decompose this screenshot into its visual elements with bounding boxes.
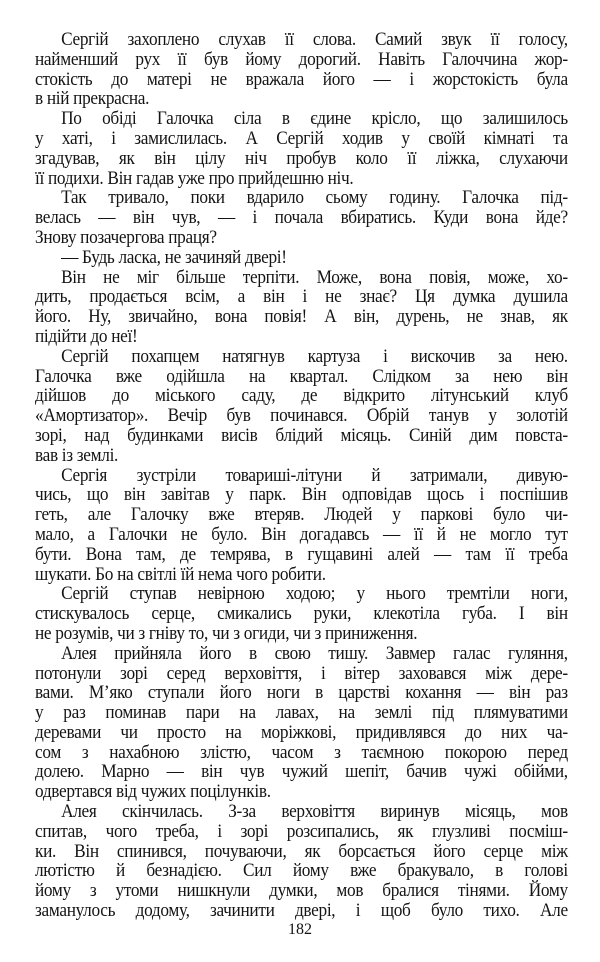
paragraph bbox=[35, 109, 568, 188]
text-line: велась — він чув, — і почала вбиратись. Куди вона йде? bbox=[35, 207, 568, 229]
text-line: вами. М’яко ступали його ноги в царстві кохання — він раз bbox=[35, 682, 568, 704]
text-line: заманулось додому, зачинити двері, і щоб було тихо. Але bbox=[35, 900, 568, 922]
text-line: Сергія зустріли товариші-літуни й затримали, дивую- bbox=[61, 464, 568, 486]
text-line: її подихи. Він гадав уже про прийдешню ніч. bbox=[35, 167, 354, 189]
paragraph bbox=[35, 802, 568, 921]
text-line: долею. Марно — він чув чужий шепіт, бачив чужі обійми, bbox=[35, 761, 568, 783]
text-line: Сергій ступав невірною ходою; у нього тремтіли ноги, bbox=[61, 583, 568, 605]
text-line: «Амортизатор». Вечір був починався. Обрій танув у золотій bbox=[35, 405, 568, 427]
text-line: Сергій похапцем натягнув картуза і вискочив за нею. bbox=[61, 345, 568, 367]
text-line: у хаті, і замислилась. А Сергій ходив у своїй кімнаті та bbox=[35, 127, 568, 149]
text-line: Він не міг більше терпіти. Може, вона повія, може, хо- bbox=[61, 266, 568, 288]
text-line: геть, але Галочку вже втеряв. Людей у паркові було чи- bbox=[35, 504, 568, 526]
text-line: його. Ну, звичайно, вона повія! А він, дурень, не знав, як bbox=[35, 306, 568, 328]
text-line: Галочка вже одійшла на квартал. Слідком за нею він bbox=[35, 365, 568, 387]
text-line: в ній прекрасна. bbox=[35, 88, 150, 110]
text-line: згадував, як він цілу ніч пробув коло її ліжка, слухаючи bbox=[35, 147, 568, 169]
paragraph bbox=[35, 268, 568, 347]
text-line: сом з нахабною злістю, часом з таємною покорою перед bbox=[35, 741, 568, 763]
text-line: потонули зорі серед верховіття, і вітер заховався між дере- bbox=[35, 662, 568, 684]
text-line: Знову позачергова праця? bbox=[35, 226, 217, 248]
paragraph bbox=[35, 584, 568, 643]
text-line: Алея скінчилась. З-за верховіття виринув місяць, мов bbox=[61, 801, 568, 823]
text-line: спитав, чого треба, і зорі розсипались, як глузливі посміш- bbox=[35, 820, 568, 842]
text-line: стокість до матері не вражала його — і жорстокість була bbox=[35, 68, 568, 90]
paragraph bbox=[35, 188, 568, 247]
paragraph bbox=[35, 248, 568, 268]
text-line: ки. Він спинився, почуваючи, як борсається його серце між bbox=[35, 840, 568, 862]
paragraph bbox=[35, 466, 568, 585]
text-line: дійшов до міського саду, де відкрито літунський клуб bbox=[35, 385, 568, 407]
text-line: стискувалось серце, смикались руки, клекотіла губа. І він bbox=[35, 603, 568, 625]
text-line: чись, що він завітав у парк. Він одповідав щось і поспішив bbox=[35, 484, 568, 506]
text-line: не розумів, чи з гніву то, чи з огиди, чи з приниження. bbox=[35, 622, 418, 644]
paragraph bbox=[35, 30, 568, 109]
text-line: у раз поминав пари на лавах, на землі під плямуватими bbox=[35, 702, 568, 724]
paragraph bbox=[35, 347, 568, 466]
text-line: лютістю й безнадією. Сил йому вже бракувало, в голові bbox=[35, 860, 568, 882]
text-line: вав із землі. bbox=[35, 444, 119, 466]
text-line: По обіді Галочка сіла в єдине крісло, що залишилось bbox=[61, 108, 568, 130]
text-line: дить, продається всім, а він і не знає? Ця думка душила bbox=[35, 286, 568, 308]
text-line: шукати. Бо на світлі їй нема чого робити. bbox=[35, 563, 326, 585]
text-line: бути. Вона там, де темрява, в гущавині алей — там її треба bbox=[35, 543, 568, 565]
text-line: мало, а Галочки не було. Він догадавсь — її й не могло тут bbox=[35, 523, 568, 545]
text-line: зорі, над будинками висів блідий місяць. Синій дим повста- bbox=[35, 424, 568, 446]
text-line: Алея прийняла його в свою тишу. Завмер галас гуляння, bbox=[61, 642, 568, 664]
text-line: Сергій захоплено слухав її слова. Самий звук її голосу, bbox=[61, 29, 568, 50]
page-number: 182 bbox=[288, 921, 312, 938]
text-line: підійти до неї! bbox=[35, 325, 138, 347]
text-line: Так тривало, поки вдарило сьому годину. Галочка під- bbox=[61, 187, 568, 209]
paragraph bbox=[35, 644, 568, 802]
text-line: одвертався від чужих поцілунків. bbox=[35, 781, 271, 803]
text-line: деревами чи просто на моріжкові, придивлявся до них ча- bbox=[35, 721, 568, 743]
book-page-text bbox=[35, 30, 568, 921]
text-line: йому з утоми нишкнули думки, мов бралися тінями. Йому bbox=[35, 880, 568, 902]
text-line: — Будь ласка, не зачиняй двері! bbox=[61, 246, 287, 268]
text-line: найменший рух її був йому дорогий. Навіть Галоччина жор- bbox=[35, 48, 568, 70]
